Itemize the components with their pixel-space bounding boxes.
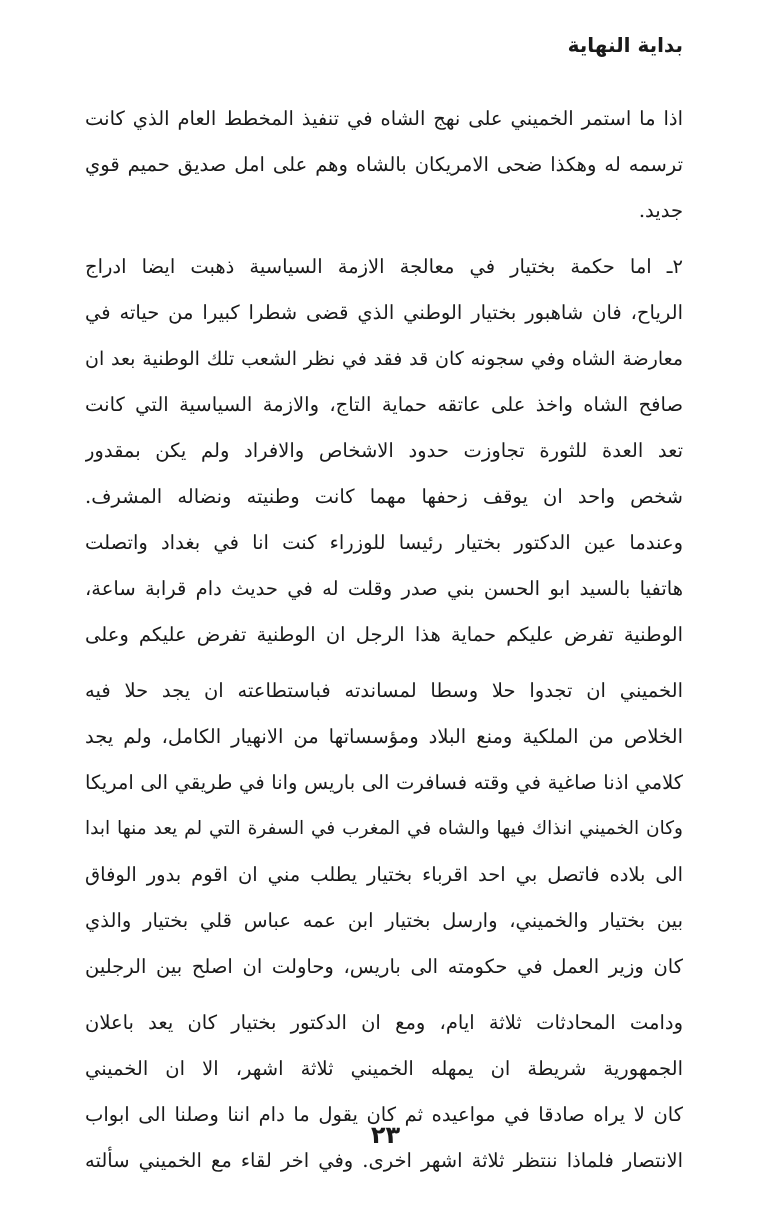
text-line: وعندما عين الدكتور بختيار رئيسا للوزراء كنت انا في بغداد واتصلت (85, 531, 683, 554)
paragraph (85, 668, 683, 990)
text-line: شخص واحد ان يوقف زحفها مهما كانت وطنيته ونضاله المشرف. (85, 485, 683, 508)
text-line: بين بختيار والخميني، وارسل بختيار ابن عمه عباس قلي بختيار والذي (85, 909, 683, 932)
text-line: كلامي اذنا صاغية في وقته فسافرت الى باريس وانا في طريقي الى امريكا (85, 771, 683, 794)
text-line: الجمهورية شريطة ان يمهله الخميني ثلاثة اشهر، الا ان الخميني (85, 1057, 683, 1080)
text-line: معارضة الشاه وفي سجونه كان قد فقد في نظر الشعب تلك الوطنية بعد ان (85, 348, 683, 370)
body-text (85, 96, 683, 1184)
text-line: الى بلاده فاتصل بي احد اقرباء بختيار يطلب مني ان اقوم بدور الوفاق (85, 863, 683, 886)
text-line: ترسمه له وهكذا ضحى الامريكان بالشاه وهم على امل صديق حميم قوي (85, 153, 683, 176)
text-line: هاتفيا بالسيد ابو الحسن بني صدر وقلت له في حديث دام قرابة ساعة، (85, 577, 683, 600)
paragraph-gap (85, 990, 683, 1000)
text-line: كان وزير العمل في حكومته الى باريس، وحاولت ان اصلح بين الرجلين (85, 955, 683, 978)
text-line: جديد. (638, 199, 683, 222)
text-line: اذا ما استمر الخميني على نهج الشاه في تنفيذ المخطط العام الذي كانت (85, 107, 683, 130)
text-line: الرياح، فان شاهبور بختيار الوطني الذي قضى شطرا كبيرا من حياته في (85, 301, 683, 324)
text-line: صافح الشاه واخذ على عاتقه حماية التاج، والازمة السياسية التي كانت (85, 393, 683, 416)
text-line: تعد العدة للثورة تجاوزت حدود الاشخاص والافراد ولم يكن بمقدور (85, 439, 683, 462)
running-header: بداية النهاية (567, 33, 683, 57)
text-line: الوطنية تفرض عليكم حماية هذا الرجل ان الوطنية تفرض عليكم وعلى (85, 623, 683, 646)
paragraph (85, 96, 683, 234)
paragraph (85, 244, 683, 658)
text-line: كان لا يراه صادقا في مواعيده ثم كان يقول ما دام اننا وصلنا الى ابواب (85, 1103, 683, 1126)
paragraph-gap (85, 234, 683, 244)
text-line: وكان الخميني انذاك فيها والشاه في المغرب في السفرة التي لم يعد منها ابدا (85, 818, 683, 839)
paragraph-gap (85, 658, 683, 668)
page-number: ٢٣ (370, 1121, 401, 1149)
text-line: الخلاص من الملكية ومنع البلاد ومؤسساتها من الانهيار الكامل، ولم يجد (85, 725, 683, 748)
text-line: ودامت المحادثات ثلاثة ايام، ومع ان الدكتور بختيار كان يعد باعلان (85, 1011, 683, 1034)
text-line: ٢ـ اما حكمة بختيار في معالجة الازمة السياسية ذهبت ايضا ادراج (85, 255, 683, 278)
text-line: الخميني ان تجدوا حلا وسطا لمساندته فباستطاعته ان يجد حلا فيه (85, 679, 683, 702)
text-line: الانتصار فلماذا ننتظر ثلاثة اشهر اخرى. وفي اخر لقاء مع الخميني سألته (85, 1149, 683, 1172)
paragraph (85, 1000, 683, 1184)
